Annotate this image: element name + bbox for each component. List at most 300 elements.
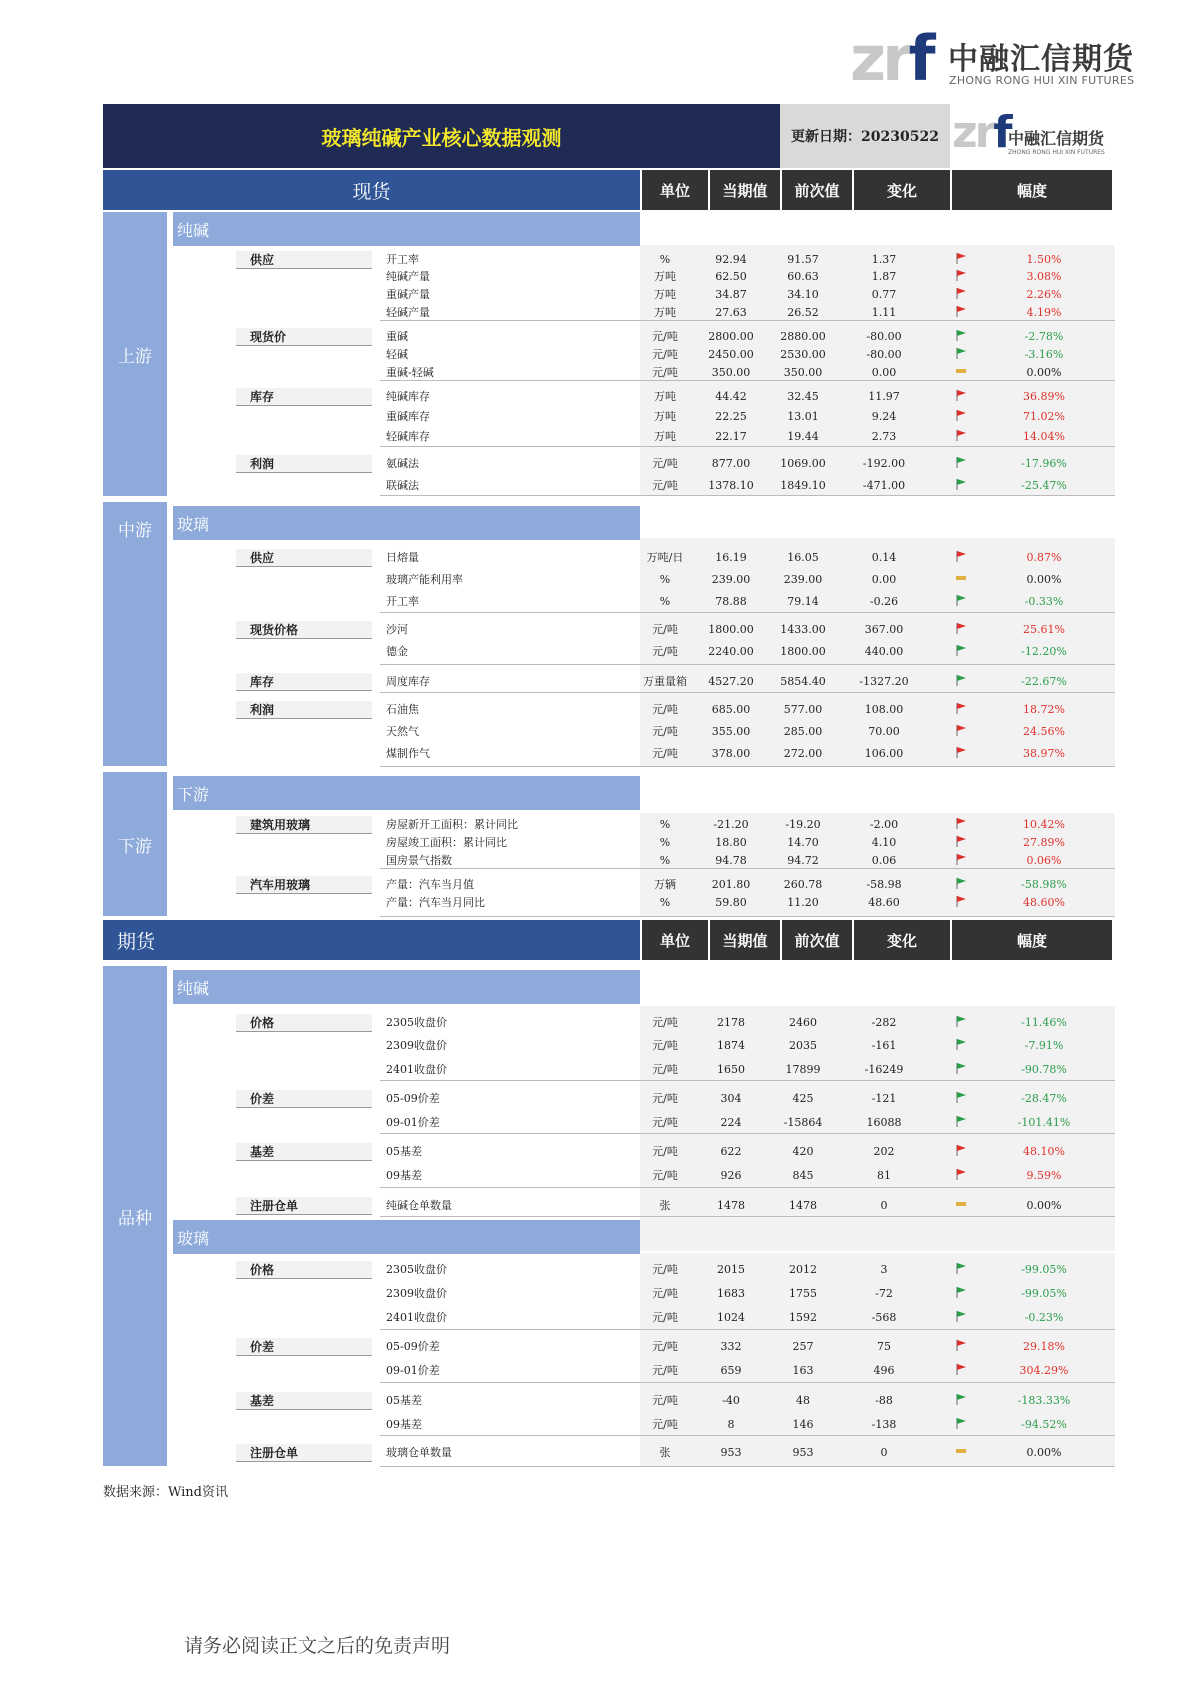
subhdr-downstream: 下游 — [173, 776, 640, 810]
red-flag-icon — [955, 1338, 969, 1356]
green-flag-icon — [955, 1261, 969, 1279]
row-unit: 万重量箱 — [643, 675, 687, 688]
row-current: 1650 — [717, 1063, 745, 1076]
red-flag-icon — [955, 1362, 969, 1380]
red-flag-icon — [955, 286, 969, 304]
row-percent: 10.42% — [1023, 818, 1065, 831]
row-current: 926 — [720, 1169, 742, 1182]
row-divider — [380, 1187, 1115, 1188]
row-name: 玻璃仓单数量 — [386, 1446, 452, 1459]
row-change: 48.60 — [868, 896, 900, 909]
row-name: 房屋新开工面积：累计同比 — [386, 818, 518, 831]
green-flag-icon — [955, 643, 969, 661]
row-name: 重碱 — [386, 330, 408, 343]
group-label: 基差 — [236, 1143, 372, 1161]
row-change: -568 — [871, 1311, 897, 1324]
row-name: 重碱库存 — [386, 410, 430, 423]
row-change: -2.00 — [869, 818, 899, 831]
red-flag-icon — [955, 1167, 969, 1185]
table-row — [380, 876, 1115, 894]
table-row — [380, 346, 1115, 364]
row-name: 产量：汽车当月值 — [386, 878, 474, 891]
row-name: 纯碱库存 — [386, 390, 430, 403]
row-divider — [380, 1133, 1115, 1134]
row-current: 332 — [720, 1340, 742, 1353]
row-previous: 26.52 — [787, 306, 819, 319]
row-percent: 9.59% — [1026, 1169, 1062, 1182]
group-label: 利润 — [236, 701, 372, 719]
row-change: 70.00 — [868, 725, 900, 738]
row-change: 496 — [873, 1364, 895, 1377]
row-name: 05-09价差 — [386, 1092, 440, 1105]
row-percent: -101.41% — [1017, 1116, 1071, 1129]
row-current: 355.00 — [711, 725, 751, 738]
row-unit: 元/吨 — [652, 1287, 678, 1300]
row-change: 0.14 — [871, 551, 897, 564]
row-current: 4527.20 — [708, 675, 754, 688]
row-percent: 25.61% — [1023, 623, 1065, 636]
row-change: 9.24 — [871, 410, 897, 423]
row-change: -138 — [871, 1418, 897, 1431]
table-row — [380, 1285, 1115, 1303]
row-percent: 0.87% — [1026, 551, 1062, 564]
flat-bar-icon — [955, 571, 969, 589]
row-unit: 万吨 — [654, 288, 676, 301]
row-unit: % — [659, 253, 671, 266]
fut-col-previous: 前次值 — [782, 920, 852, 960]
row-name: 开工率 — [386, 595, 419, 608]
table-row — [380, 408, 1115, 426]
row-previous: 1433.00 — [780, 623, 826, 636]
row-unit: 万吨 — [654, 306, 676, 319]
table-row — [380, 388, 1115, 406]
row-current: 378.00 — [711, 747, 751, 760]
row-change: 0.00 — [871, 573, 897, 586]
row-previous: 577.00 — [783, 703, 823, 716]
row-change: 440.00 — [864, 645, 904, 658]
row-previous: 79.14 — [787, 595, 819, 608]
row-previous: 48 — [796, 1394, 810, 1407]
group-label: 注册仓单 — [236, 1444, 372, 1462]
row-current: -40 — [722, 1394, 740, 1407]
row-unit: 元/吨 — [652, 1418, 678, 1431]
row-name: 2305收盘价 — [386, 1263, 447, 1276]
table-row — [380, 701, 1115, 719]
disclaimer: 请务必阅读正文之后的免责声明 — [184, 1635, 451, 1657]
row-current: 224 — [720, 1116, 742, 1129]
row-current: 1800.00 — [708, 623, 754, 636]
row-current: 44.42 — [715, 390, 747, 403]
header-logo-cn: 中融汇信期货 — [1008, 129, 1105, 148]
row-current: 2450.00 — [708, 348, 754, 361]
row-divider — [380, 612, 1115, 613]
red-flag-icon — [955, 428, 969, 446]
row-previous: 17899 — [785, 1063, 821, 1076]
green-flag-icon — [955, 876, 969, 894]
row-divider — [380, 1466, 1115, 1467]
row-current: 659 — [720, 1364, 742, 1377]
row-previous: -19.20 — [785, 818, 821, 831]
row-current: 201.80 — [711, 878, 751, 891]
row-current: 94.78 — [715, 854, 747, 867]
row-current: 8 — [727, 1418, 735, 1431]
row-change: 0 — [880, 1199, 888, 1212]
update-date: 更新日期：20230522 — [780, 104, 950, 168]
table-row — [380, 816, 1115, 834]
row-current: 304 — [720, 1092, 742, 1105]
row-previous: 350.00 — [783, 366, 823, 379]
row-previous: 425 — [792, 1092, 814, 1105]
row-unit: % — [659, 595, 671, 608]
row-change: -0.26 — [869, 595, 899, 608]
row-previous: 13.01 — [787, 410, 819, 423]
group-label: 现货价 — [236, 328, 372, 346]
row-current: 16.19 — [715, 551, 747, 564]
logo-name-en: ZHONG RONG HUI XIN FUTURES — [949, 74, 1135, 87]
row-unit: 元/吨 — [652, 1311, 678, 1324]
row-percent: 0.00% — [1026, 366, 1062, 379]
red-flag-icon — [955, 621, 969, 639]
group-label: 汽车用玻璃 — [236, 876, 372, 894]
col-range: 幅度 — [952, 170, 1112, 210]
row-change: -16249 — [864, 1063, 904, 1076]
row-unit: 元/吨 — [652, 1092, 678, 1105]
row-name: 日熔量 — [386, 551, 419, 564]
row-current: 239.00 — [711, 573, 751, 586]
row-current: 18.80 — [715, 836, 747, 849]
row-previous: 272.00 — [783, 747, 823, 760]
row-name: 05-09价差 — [386, 1340, 440, 1353]
row-unit: % — [659, 818, 671, 831]
row-unit: 万吨 — [654, 270, 676, 283]
row-previous: 2035 — [789, 1039, 817, 1052]
row-change: 3 — [880, 1263, 888, 1276]
row-change: 0.00 — [871, 366, 897, 379]
header-logo — [950, 104, 1120, 168]
row-current: 350.00 — [711, 366, 751, 379]
row-name: 轻碱 — [386, 348, 408, 361]
row-unit: 元/吨 — [652, 366, 678, 379]
table-row — [380, 1061, 1115, 1079]
table-row — [380, 571, 1115, 589]
row-change: 1.37 — [871, 253, 897, 266]
row-unit: 元/吨 — [652, 1169, 678, 1182]
fut-col-unit: 单位 — [642, 920, 708, 960]
row-name: 09基差 — [386, 1418, 422, 1431]
row-unit: 元/吨 — [652, 348, 678, 361]
fut-subhdr-glass: 玻璃 — [173, 1220, 640, 1254]
row-change: 75 — [877, 1340, 891, 1353]
row-name: 09-01价差 — [386, 1364, 440, 1377]
row-change: 4.10 — [871, 836, 897, 849]
row-current: 2240.00 — [708, 645, 754, 658]
band-downstream: 下游 — [103, 772, 167, 916]
row-current: 27.63 — [715, 306, 747, 319]
band-variety: 品种 — [103, 966, 167, 1466]
row-change: 1.87 — [871, 270, 897, 283]
green-flag-icon — [955, 1309, 969, 1327]
row-previous: 420 — [792, 1145, 814, 1158]
row-change: -80.00 — [866, 330, 902, 343]
red-flag-icon — [955, 745, 969, 763]
green-flag-icon — [955, 1392, 969, 1410]
row-current: 92.94 — [715, 253, 747, 266]
row-unit: 元/吨 — [652, 1063, 678, 1076]
row-percent: 48.60% — [1023, 896, 1065, 909]
row-unit: % — [659, 896, 671, 909]
row-previous: 285.00 — [783, 725, 823, 738]
row-percent: 304.29% — [1019, 1364, 1069, 1377]
row-unit: 张 — [659, 1446, 671, 1459]
row-change: -471.00 — [862, 479, 906, 492]
table-row — [380, 1416, 1115, 1434]
group-label: 基差 — [236, 1392, 372, 1410]
row-change: 16088 — [866, 1116, 902, 1129]
row-unit: 万吨 — [654, 390, 676, 403]
row-name: 09基差 — [386, 1169, 422, 1182]
row-name: 周度库存 — [386, 675, 430, 688]
table-row — [380, 1143, 1115, 1161]
table-row — [380, 1362, 1115, 1380]
row-unit: 万吨 — [654, 430, 676, 443]
row-divider — [380, 868, 1115, 869]
row-percent: 0.00% — [1026, 573, 1062, 586]
row-previous: 239.00 — [783, 573, 823, 586]
row-name: 轻碱库存 — [386, 430, 430, 443]
green-flag-icon — [955, 1285, 969, 1303]
company-logo — [850, 22, 1135, 95]
row-previous: 2880.00 — [780, 330, 826, 343]
row-current: 1683 — [717, 1287, 745, 1300]
row-current: 2800.00 — [708, 330, 754, 343]
row-change: 11.97 — [868, 390, 900, 403]
row-change: 106.00 — [864, 747, 904, 760]
green-flag-icon — [955, 1416, 969, 1434]
table-row — [380, 1338, 1115, 1356]
row-percent: -7.91% — [1024, 1039, 1064, 1052]
table-row — [380, 621, 1115, 639]
red-flag-icon — [955, 894, 969, 912]
row-name: 2401收盘价 — [386, 1063, 447, 1076]
fut-col-change: 变化 — [854, 920, 950, 960]
group-label: 库存 — [236, 673, 372, 691]
row-previous: 1478 — [789, 1199, 817, 1212]
row-previous: 257 — [792, 1340, 814, 1353]
row-percent: -0.33% — [1024, 595, 1064, 608]
table-row — [380, 286, 1115, 304]
row-previous: -15864 — [783, 1116, 823, 1129]
table-row — [380, 593, 1115, 611]
row-unit: 元/吨 — [652, 1116, 678, 1129]
row-unit: % — [659, 854, 671, 867]
table-row — [380, 328, 1115, 346]
row-divider — [380, 916, 1115, 917]
row-percent: 0.00% — [1026, 1199, 1062, 1212]
row-current: 59.80 — [715, 896, 747, 909]
row-name: 2309收盘价 — [386, 1039, 447, 1052]
row-name: 2305收盘价 — [386, 1016, 447, 1029]
row-previous: 34.10 — [787, 288, 819, 301]
red-flag-icon — [955, 816, 969, 834]
row-divider — [380, 380, 1115, 381]
row-percent: 14.04% — [1023, 430, 1065, 443]
group-label: 供应 — [236, 549, 372, 567]
row-change: -121 — [871, 1092, 897, 1105]
row-divider — [380, 1080, 1115, 1081]
row-divider — [380, 495, 1115, 496]
flat-bar-icon — [955, 1444, 969, 1462]
green-flag-icon — [955, 1090, 969, 1108]
group-label: 供应 — [236, 251, 372, 269]
row-unit: % — [659, 573, 671, 586]
row-divider — [380, 1382, 1115, 1383]
row-percent: 27.89% — [1023, 836, 1065, 849]
row-name: 轻碱产量 — [386, 306, 430, 319]
red-flag-icon — [955, 834, 969, 852]
table-row — [380, 834, 1115, 852]
row-name: 2309收盘价 — [386, 1287, 447, 1300]
row-percent: 3.08% — [1026, 270, 1062, 283]
row-name: 石油焦 — [386, 703, 419, 716]
row-name: 产量：汽车当月同比 — [386, 896, 485, 909]
row-divider — [380, 766, 1115, 767]
row-unit: 元/吨 — [652, 1039, 678, 1052]
group-label: 价格 — [236, 1261, 372, 1279]
row-current: -21.20 — [713, 818, 749, 831]
row-current: 34.87 — [715, 288, 747, 301]
row-previous: 2460 — [789, 1016, 817, 1029]
row-unit: 万吨 — [654, 410, 676, 423]
table-row — [380, 455, 1115, 473]
red-flag-icon — [955, 388, 969, 406]
row-previous: 1592 — [789, 1311, 817, 1324]
fut-col-current: 当期值 — [710, 920, 780, 960]
band-upstream: 上游 — [103, 212, 167, 496]
row-unit: 元/吨 — [652, 1394, 678, 1407]
row-previous: 2012 — [789, 1263, 817, 1276]
row-unit: 张 — [659, 1199, 671, 1212]
table-row — [380, 894, 1115, 912]
row-name: 沙河 — [386, 623, 408, 636]
red-flag-icon — [955, 268, 969, 286]
row-current: 953 — [720, 1446, 742, 1459]
row-name: 2401收盘价 — [386, 1311, 447, 1324]
row-previous: 91.57 — [787, 253, 819, 266]
green-flag-icon — [955, 593, 969, 611]
row-previous: 19.44 — [787, 430, 819, 443]
table-row — [380, 1197, 1115, 1215]
row-change: -72 — [875, 1287, 893, 1300]
group-label: 注册仓单 — [236, 1197, 372, 1215]
subhdr-soda: 纯碱 — [173, 212, 640, 246]
table-row — [380, 251, 1115, 269]
subhdr-glass: 玻璃 — [173, 506, 640, 540]
row-previous: 2530.00 — [780, 348, 826, 361]
row-current: 622 — [720, 1145, 742, 1158]
row-change: 0.77 — [871, 288, 897, 301]
row-unit: 元/吨 — [652, 457, 678, 470]
row-percent: 4.19% — [1026, 306, 1062, 319]
row-current: 22.17 — [715, 430, 747, 443]
col-current: 当期值 — [710, 170, 780, 210]
red-flag-icon — [955, 549, 969, 567]
green-flag-icon — [955, 328, 969, 346]
data-source: 数据来源：Wind资讯 — [103, 1485, 228, 1500]
row-change: 0.06 — [871, 854, 897, 867]
row-name: 玻璃产能利用率 — [386, 573, 463, 586]
table-row — [380, 1444, 1115, 1462]
row-previous: 14.70 — [787, 836, 819, 849]
row-change: 0 — [880, 1446, 888, 1459]
row-previous: 11.20 — [787, 896, 819, 909]
futures-section-header: 期货 — [103, 920, 640, 960]
row-current: 2015 — [717, 1263, 745, 1276]
row-previous: 163 — [792, 1364, 814, 1377]
row-current: 2178 — [717, 1016, 745, 1029]
row-unit: 元/吨 — [652, 725, 678, 738]
green-flag-icon — [955, 455, 969, 473]
header-logo-en: ZHONG RONG HUI XIN FUTURES — [1008, 149, 1105, 156]
green-flag-icon — [955, 1037, 969, 1055]
row-percent: 48.10% — [1023, 1145, 1065, 1158]
row-name: 煤制作气 — [386, 747, 430, 760]
row-percent: -22.67% — [1021, 675, 1067, 688]
table-row — [380, 428, 1115, 446]
group-label: 利润 — [236, 455, 372, 473]
row-divider — [380, 1216, 1115, 1217]
row-change: -282 — [871, 1016, 897, 1029]
row-change: 108.00 — [864, 703, 904, 716]
row-unit: 元/吨 — [652, 330, 678, 343]
row-change: -88 — [875, 1394, 893, 1407]
row-percent: -99.05% — [1021, 1287, 1067, 1300]
green-flag-icon — [955, 1061, 969, 1079]
group-label: 建筑用玻璃 — [236, 816, 372, 834]
row-divider — [380, 320, 1115, 321]
table-row — [380, 1014, 1115, 1032]
row-current: 1378.10 — [708, 479, 754, 492]
row-previous: 845 — [792, 1169, 814, 1182]
row-name: 重碱产量 — [386, 288, 430, 301]
col-previous: 前次值 — [782, 170, 852, 210]
fut-col-range: 幅度 — [952, 920, 1112, 960]
row-unit: 元/吨 — [652, 1364, 678, 1377]
row-previous: 1755 — [789, 1287, 817, 1300]
red-flag-icon — [955, 251, 969, 269]
row-unit: 元/吨 — [652, 1016, 678, 1029]
report-title: 玻璃纯碱产业核心数据观测 — [103, 104, 780, 168]
green-flag-icon — [955, 1014, 969, 1032]
row-percent: -90.78% — [1021, 1063, 1067, 1076]
row-percent: 24.56% — [1023, 725, 1065, 738]
group-label: 价格 — [236, 1014, 372, 1032]
row-change: -192.00 — [862, 457, 906, 470]
row-current: 78.88 — [715, 595, 747, 608]
row-percent: 0.00% — [1026, 1446, 1062, 1459]
row-previous: 32.45 — [787, 390, 819, 403]
row-unit: 元/吨 — [652, 645, 678, 658]
row-unit: % — [659, 836, 671, 849]
row-name: 德金 — [386, 645, 408, 658]
green-flag-icon — [955, 477, 969, 495]
row-current: 62.50 — [715, 270, 747, 283]
row-change: 81 — [877, 1169, 891, 1182]
band-midstream: 中游 — [103, 502, 167, 766]
red-flag-icon — [955, 408, 969, 426]
row-unit: 元/吨 — [652, 1263, 678, 1276]
row-percent: -99.05% — [1021, 1263, 1067, 1276]
row-percent: -58.98% — [1021, 878, 1067, 891]
